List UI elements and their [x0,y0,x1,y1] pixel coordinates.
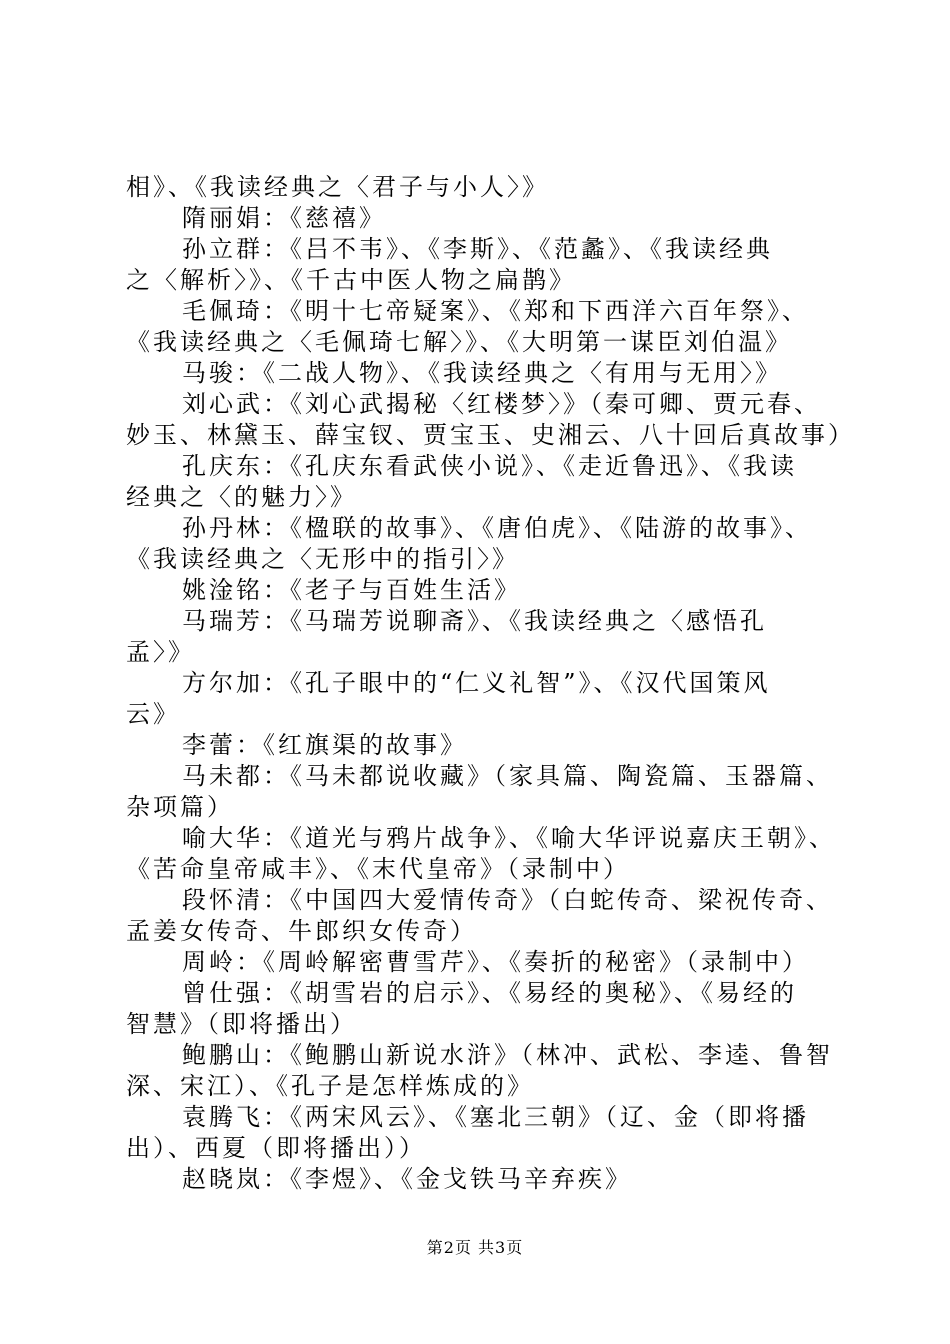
text-line: 刘心武：《刘心武揭秘〈红楼梦〉》（秦可卿、贾元春、 [182,390,821,418]
text-line: 毛佩琦：《明十七帝疑案》、《郑和下西洋六百年祭》、 [182,297,809,325]
text-line: 喻大华：《道光与鸦片战争》、《喻大华评说嘉庆王朝》、 [182,824,836,852]
text-line: 经典之〈的魅力〉》 [126,483,357,511]
text-line: 马未都：《马未都说收藏》（家具篇、陶瓷篇、玉器篇、 [182,762,833,790]
text-line: 孔庆东：《孔庆东看武侠小说》、《走近鲁迅》、《我读 [182,452,797,480]
text-line: 云》 [126,700,180,728]
text-line: 姚淦铭：《老子与百姓生活》 [182,576,521,604]
text-line: 深、宋江）、《孔子是怎样炼成的》 [126,1072,534,1100]
text-line: 曾仕强：《胡雪岩的启示》、《易经的奥秘》、《易经的 [182,979,797,1007]
text-line: 《我读经典之〈无形中的指引〉》 [126,545,519,573]
text-line: 孙立群：《吕不韦》、《李斯》、《范蠡》、《我读经典 [182,235,773,263]
page-footer: 第2页 共3页 [426,1238,524,1257]
text-line: 相》、《我读经典之〈君子与小人〉》 [126,173,549,201]
text-line: 马瑞芳：《马瑞芳说聊斋》、《我读经典之〈感悟孔 [182,607,767,635]
text-line: 隋丽娟：《慈禧》 [182,204,386,232]
text-line: 袁腾飞：《两宋风云》、《塞北三朝》（辽、金（即将播 [182,1103,809,1131]
text-line: 《我读经典之〈毛佩琦七解〉》、《大明第一谋臣刘伯温》 [126,328,792,356]
text-line: 孟姜女传奇、牛郎织女传奇） [126,917,477,945]
text-line: 之〈解析〉》、《千古中医人物之扁鹊》 [126,266,576,294]
text-line: 段怀清：《中国四大爱情传奇》（白蛇传奇、梁祝传奇、 [182,886,833,914]
text-line: 周岭：《周岭解密曹雪芹》、《奏折的秘密》（录制中） [182,948,809,976]
text-line: 孙丹林：《楹联的故事》、《唐伯虎》、《陆游的故事》、 [182,514,812,542]
text-line: 鲍鹏山：《鲍鹏山新说水浒》（林冲、武松、李逵、鲁智 [182,1041,833,1069]
text-line: 杂项篇） [126,793,234,821]
document-body [126,172,855,1195]
text-line: 方尔加：《孔子眼中的“仁义礼智”》、《汉代国策风 [182,669,771,697]
text-line: 妙玉、林黛玉、薛宝钗、贾宝玉、史湘云、八十回后真故事） [126,421,855,449]
text-line: 赵晓岚：《李煜》、《金戈铁马辛弃疾》 [182,1165,632,1193]
text-line: 马骏：《二战人物》、《我读经典之〈有用与无用〉》 [182,359,782,387]
text-line: 智慧》（即将播出） [126,1010,357,1038]
text-line: 孟〉》 [126,638,195,666]
text-line: 《苦命皇帝咸丰》、《末代皇帝》（录制中） [126,855,630,883]
text-line: 出）、西夏（即将播出）） [126,1134,426,1162]
text-line: 李蕾：《红旗渠的故事》 [182,731,467,759]
